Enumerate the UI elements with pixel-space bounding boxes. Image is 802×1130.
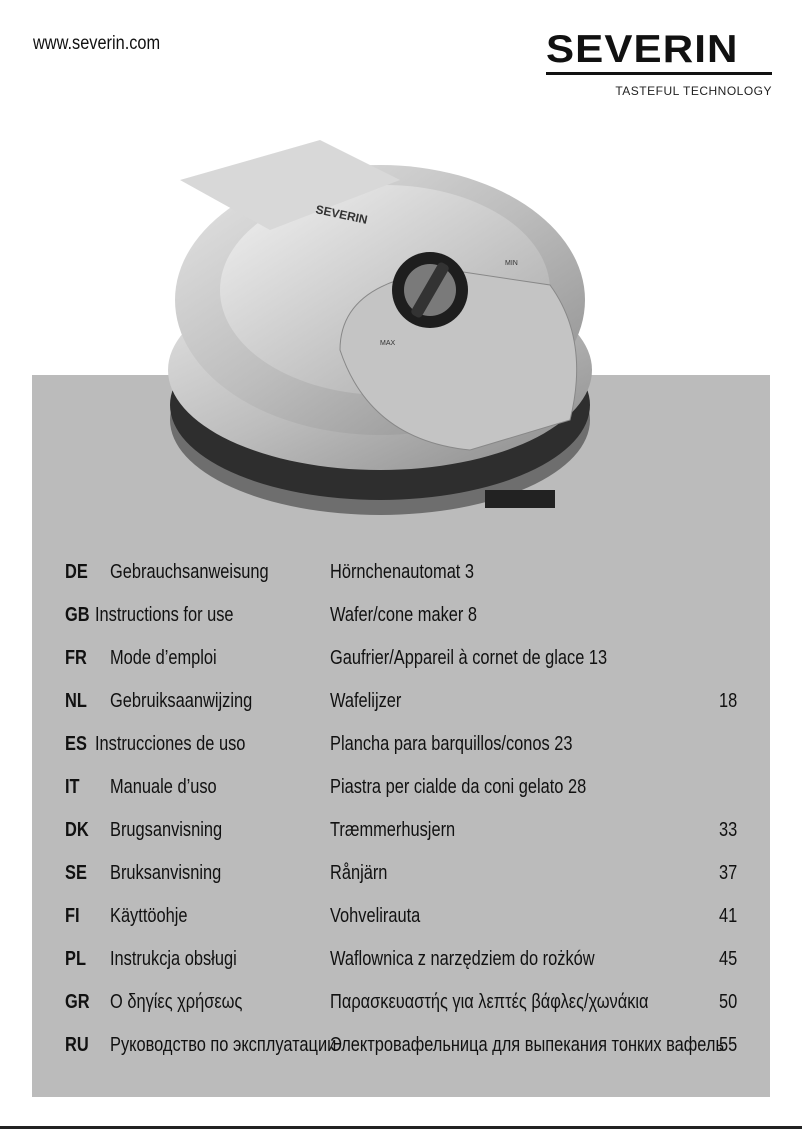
toc-entry-gr bbox=[32, 991, 770, 1021]
language-code: DK bbox=[65, 819, 89, 841]
toc-entry-de bbox=[32, 561, 770, 591]
toc-entry-nl bbox=[32, 690, 770, 720]
product-name: Waflownica z narzędziem do rożków bbox=[330, 948, 595, 970]
language-code: GR bbox=[65, 991, 90, 1013]
page-number: 18 bbox=[718, 690, 737, 712]
logo-brand: SEVERIN bbox=[546, 28, 739, 71]
product-name: Plancha para barquillos/conos 23 bbox=[330, 733, 573, 755]
page-number: 55 bbox=[718, 1034, 737, 1056]
manual-title: Gebruiksaanwijzing bbox=[110, 690, 253, 712]
waffle-maker-image bbox=[150, 120, 630, 540]
lid-brand: SEVERIN bbox=[314, 202, 369, 227]
severin-logo bbox=[546, 30, 772, 98]
page-number: 33 bbox=[718, 819, 737, 841]
dial-label-max: MAX bbox=[380, 340, 396, 347]
page-number: 45 bbox=[718, 948, 737, 970]
product-name: Vohvelirauta bbox=[330, 905, 421, 927]
language-code: IT bbox=[65, 776, 80, 798]
manual-title: Käyttöohje bbox=[110, 905, 188, 927]
language-code: GB bbox=[65, 604, 90, 626]
page-number: 50 bbox=[718, 991, 737, 1013]
toc-entry-fr bbox=[32, 647, 770, 677]
product-name: Hörnchenautomat 3 bbox=[330, 561, 475, 583]
toc-entry-se bbox=[32, 862, 770, 892]
toc-entry-dk bbox=[32, 819, 770, 849]
manual-title: Руководство по эксплуатации bbox=[110, 1034, 337, 1056]
footer-rule bbox=[0, 1126, 802, 1129]
product-name: Электровафельница для выпекания тонких вафель bbox=[330, 1034, 724, 1056]
toc-entry-ru bbox=[32, 1034, 770, 1064]
manual-title: Mode d’emploi bbox=[110, 647, 217, 669]
page-number: 41 bbox=[718, 905, 737, 927]
language-code: ES bbox=[65, 733, 87, 755]
manual-title: Instrucciones de uso bbox=[95, 733, 246, 755]
language-code: SE bbox=[65, 862, 87, 884]
logo-rule bbox=[546, 72, 772, 75]
language-code: DE bbox=[65, 561, 88, 583]
language-code: PL bbox=[65, 948, 86, 970]
toc-entry-gb bbox=[32, 604, 770, 634]
manual-title: Instrukcja obsługi bbox=[110, 948, 237, 970]
manual-title: Manuale d’uso bbox=[110, 776, 217, 798]
toc-entry-it bbox=[32, 776, 770, 806]
toc-entry-es bbox=[32, 733, 770, 763]
website-url: www.severin.com bbox=[33, 33, 161, 54]
product-name: Træmmerhusjern bbox=[330, 819, 456, 841]
product-name: Piastra per cialde da coni gelato 28 bbox=[330, 776, 587, 798]
language-code: RU bbox=[65, 1034, 89, 1056]
product-name: Παρασκευαστής για λεπτές βάφλες/χωνάκια bbox=[330, 991, 649, 1013]
language-code: FI bbox=[65, 905, 80, 927]
page-number: 37 bbox=[718, 862, 737, 884]
manual-title: Brugsanvisning bbox=[110, 819, 223, 841]
language-code: NL bbox=[65, 690, 87, 712]
product-name: Gaufrier/Appareil à cornet de glace 13 bbox=[330, 647, 608, 669]
product-name: Wafer/cone maker 8 bbox=[330, 604, 478, 626]
manual-title: Bruksanvisning bbox=[110, 862, 222, 884]
manual-title: Instructions for use bbox=[95, 604, 234, 626]
logo-tagline: TASTEFUL TECHNOLOGY bbox=[615, 84, 772, 98]
manual-title: Ο δηγίες χρήσεως bbox=[110, 991, 243, 1013]
manual-title: Gebrauchsanweisung bbox=[110, 561, 269, 583]
product-name: Rånjärn bbox=[330, 862, 388, 884]
dial-label-min: MIN bbox=[505, 260, 518, 267]
toc-entry-pl bbox=[32, 948, 770, 978]
product-name: Wafelijzer bbox=[330, 690, 402, 712]
toc-entry-fi bbox=[32, 905, 770, 935]
language-code: FR bbox=[65, 647, 87, 669]
